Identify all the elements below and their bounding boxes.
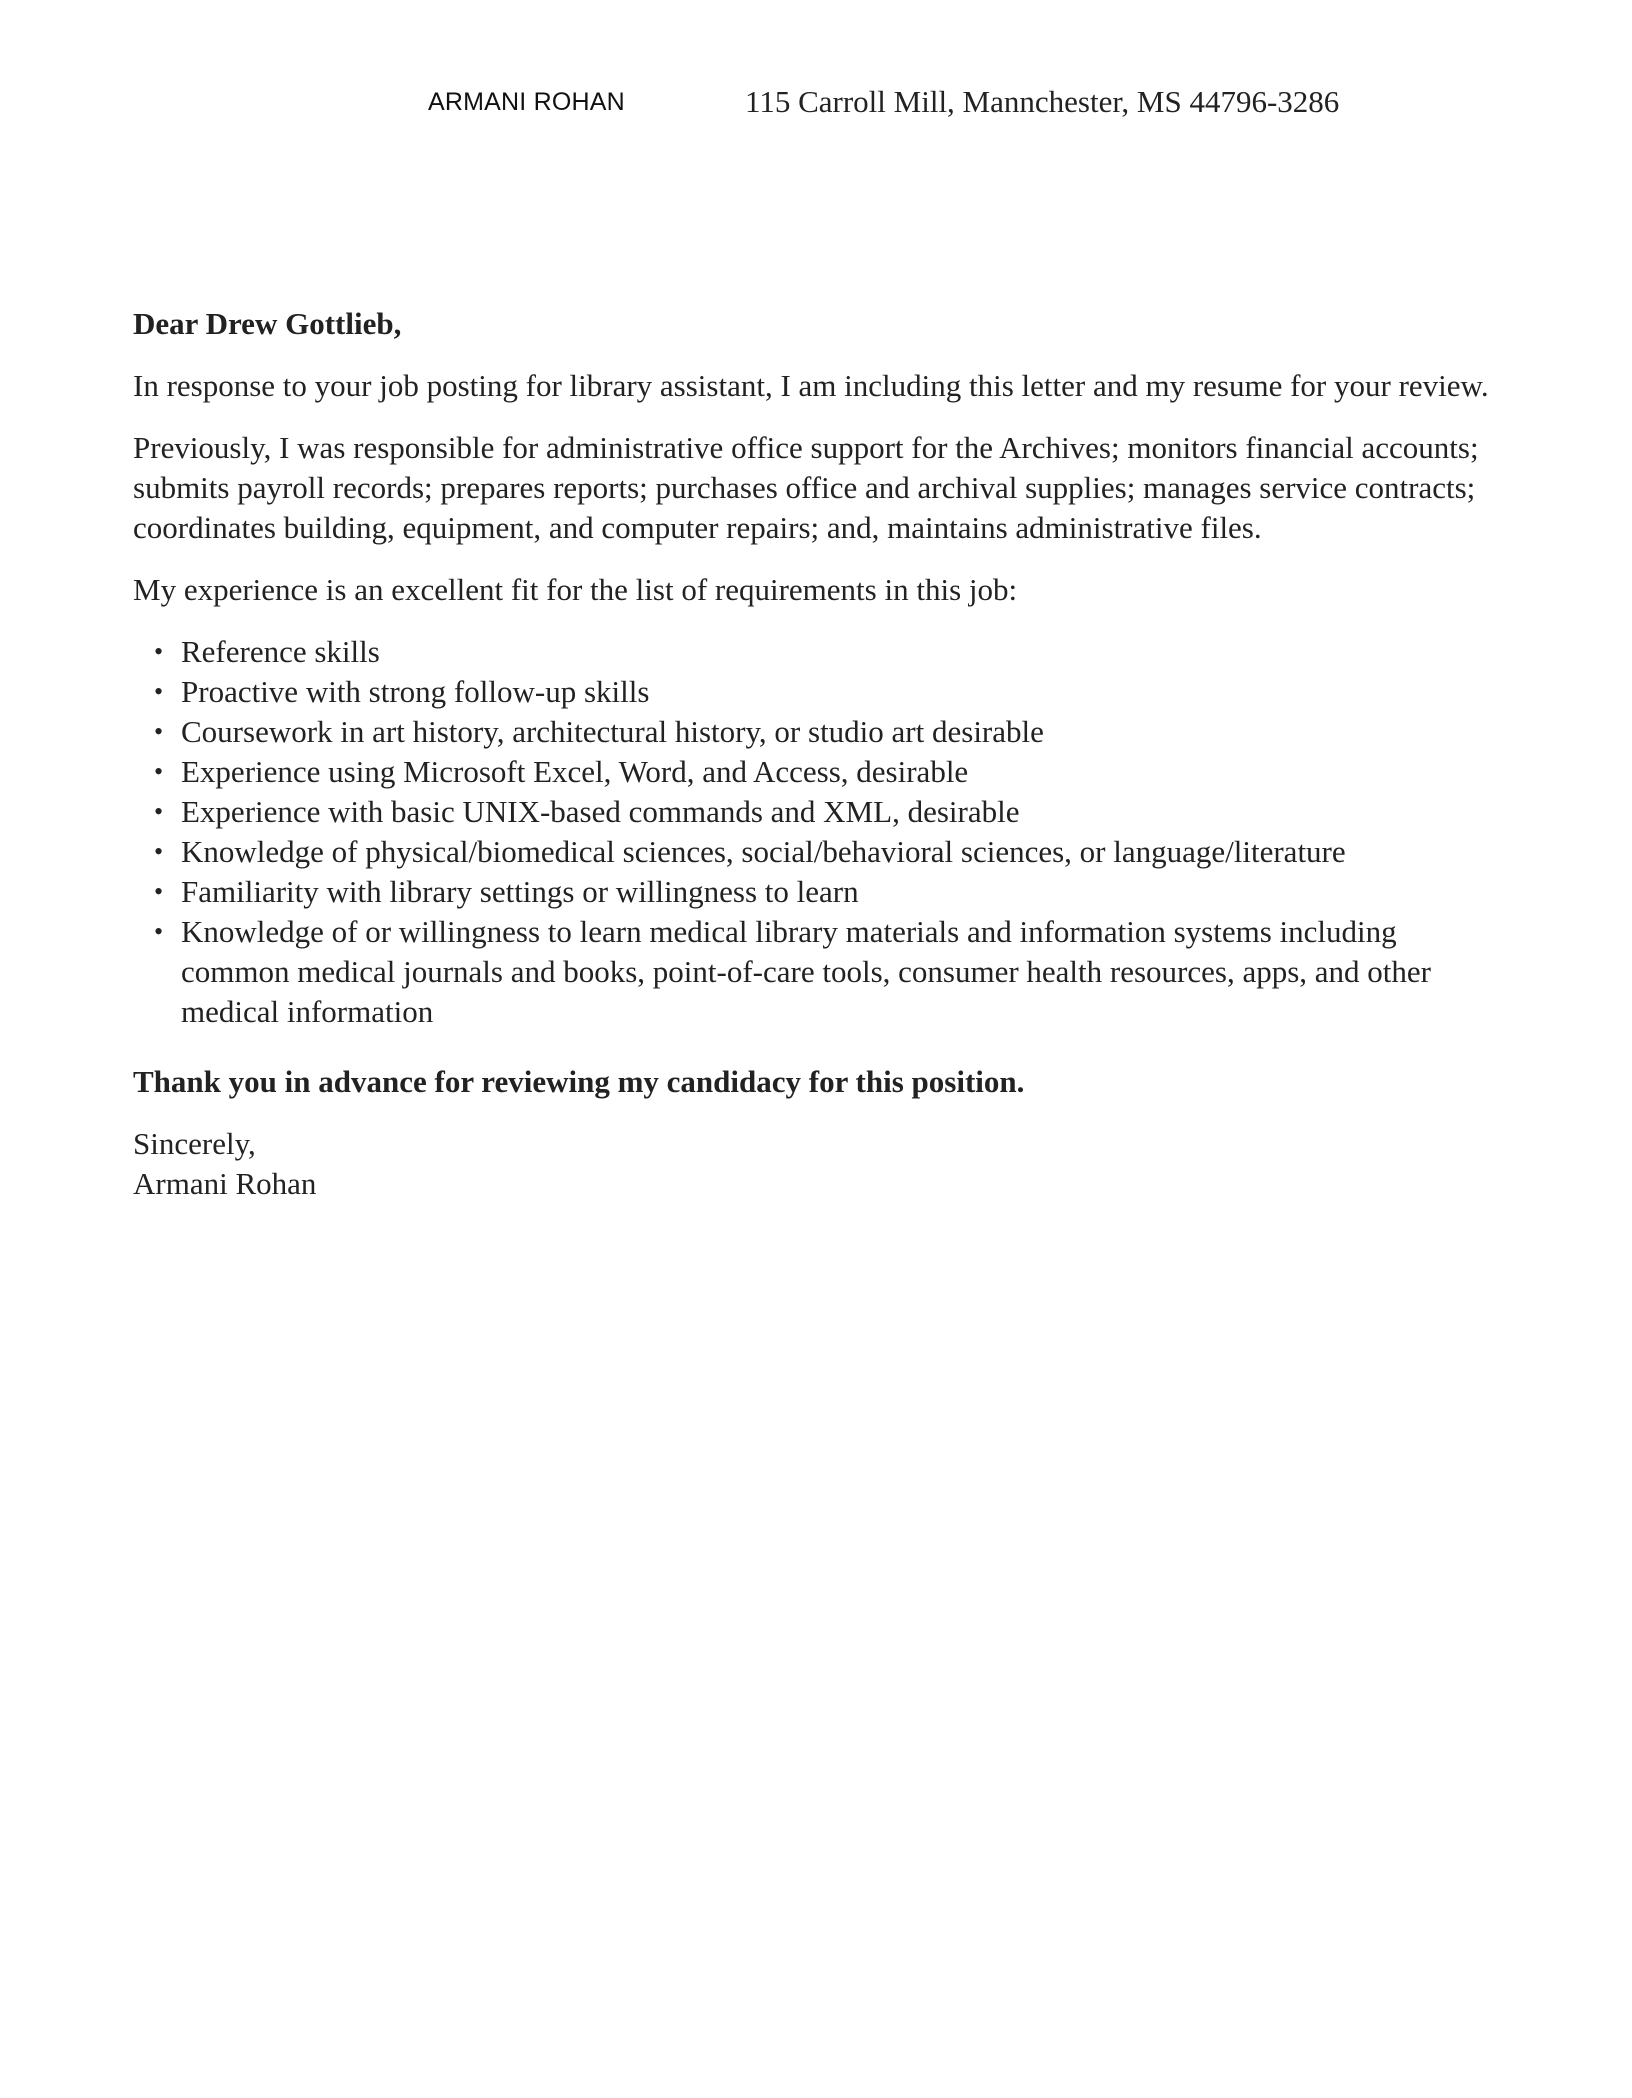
salutation: Dear Drew Gottlieb,	[133, 306, 402, 341]
list-item-text: Experience with basic UNIX-based commands and XML, desirable	[181, 794, 1020, 829]
requirements-intro: My experience is an excellent fit for the list of requirements in this job:	[133, 572, 1018, 607]
experience-paragraph: Previously, I was responsible for administrative office support for the Archives; monitors financial accounts; submits payroll records; prepares reports; purchases office and archival supplies; manages service contracts; coordinates building, equipment, and computer repairs; and, maintains administrative files.	[133, 430, 1479, 545]
bullet-icon: •	[154, 757, 164, 786]
list-item-text: Knowledge of physical/biomedical sciences, social/behavioral sciences, or language/literature	[181, 834, 1346, 869]
requirements-list	[133, 632, 1508, 1032]
list-item-text: Proactive with strong follow-up skills	[181, 674, 650, 709]
list-item	[154, 752, 1508, 792]
list-item	[154, 712, 1508, 752]
list-item-text: Familiarity with library settings or willingness to learn	[181, 874, 859, 909]
list-item	[154, 672, 1508, 712]
list-item-text: Experience using Microsoft Excel, Word, and Access, desirable	[181, 754, 969, 789]
sender-name: ARMANI ROHAN	[428, 88, 625, 116]
letter-header	[0, 84, 1632, 124]
list-item	[154, 792, 1508, 832]
sender-address: 115 Carroll Mill, Mannchester, MS 44796-3286	[745, 84, 1340, 119]
signature-name: Armani Rohan	[133, 1166, 317, 1201]
bullet-icon: •	[154, 797, 164, 826]
list-item	[154, 912, 1508, 1032]
closing-line: Thank you in advance for reviewing my candidacy for this position.	[133, 1064, 1025, 1099]
intro-paragraph: In response to your job posting for library assistant, I am including this letter and my resume for your review.	[133, 368, 1489, 403]
letter-body	[133, 304, 1508, 1204]
signoff-text: Sincerely,	[133, 1126, 256, 1161]
bullet-icon: •	[154, 677, 164, 706]
bullet-icon: •	[154, 717, 164, 746]
bullet-icon: •	[154, 637, 164, 666]
list-item-text: Knowledge of or willingness to learn medical library materials and information systems including common medical journals and books, point-of-care tools, consumer health resources, apps, and other medical information	[181, 914, 1431, 1029]
list-item	[154, 632, 1508, 672]
bullet-icon: •	[154, 917, 164, 946]
bullet-icon: •	[154, 837, 164, 866]
list-item	[154, 832, 1508, 872]
bullet-icon: •	[154, 877, 164, 906]
list-item	[154, 872, 1508, 912]
list-item-text: Reference skills	[181, 634, 380, 669]
list-item-text: Coursework in art history, architectural history, or studio art desirable	[181, 714, 1044, 749]
signoff	[133, 1124, 1508, 1204]
